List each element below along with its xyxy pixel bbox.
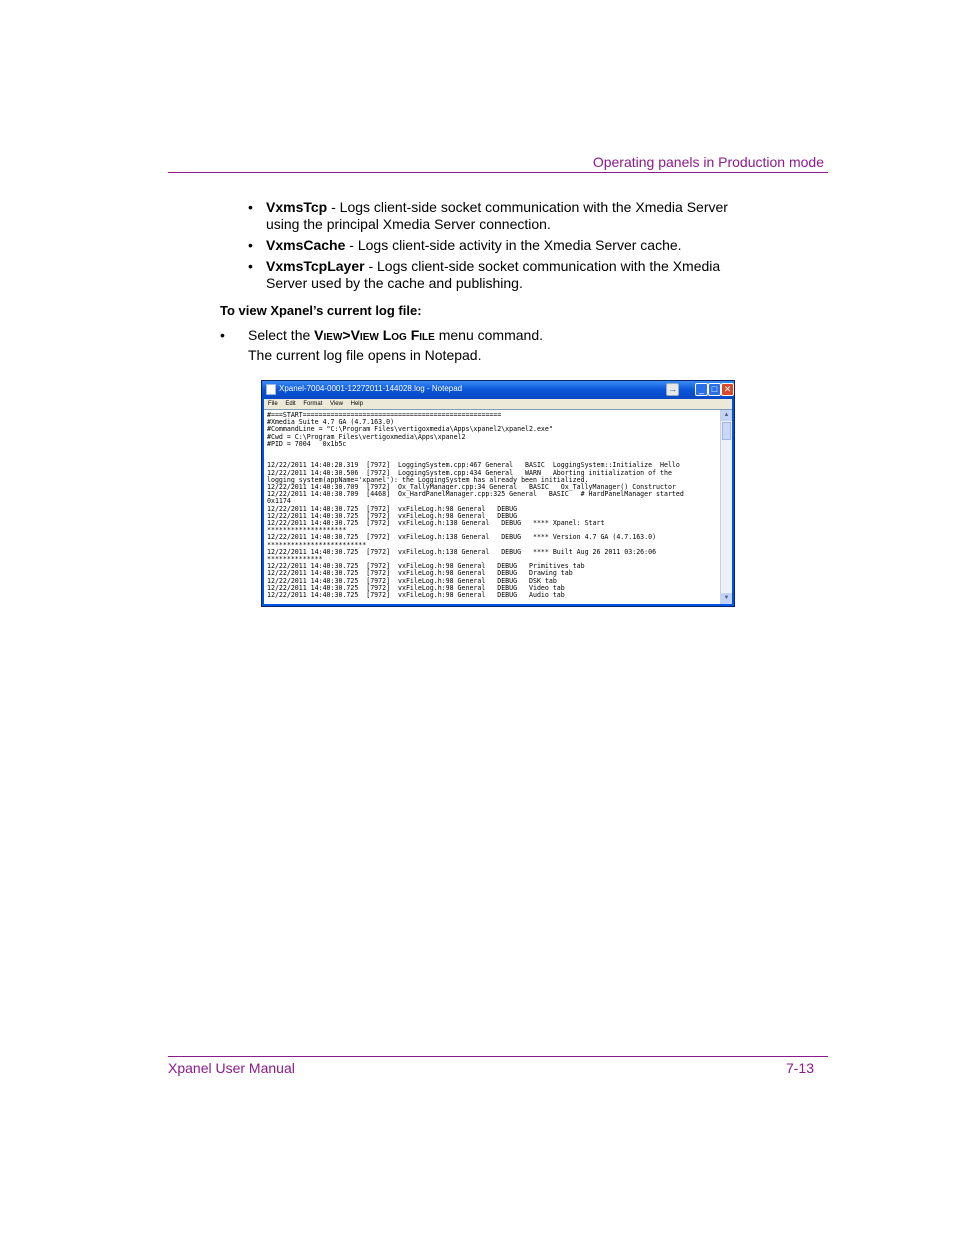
bullet-dot: • bbox=[248, 258, 253, 274]
scroll-down-icon[interactable]: ▼ bbox=[721, 593, 732, 604]
cmd-cap: V bbox=[350, 327, 360, 343]
menu-item-file[interactable]: File bbox=[268, 401, 278, 407]
minimize-button[interactable]: _ bbox=[695, 383, 708, 396]
close-button[interactable]: ✕ bbox=[721, 383, 734, 396]
step-bullet: • bbox=[220, 327, 225, 343]
footer-rule bbox=[168, 1056, 828, 1057]
title-bar[interactable] bbox=[262, 381, 734, 399]
step-result: The current log file opens in Notepad. bbox=[248, 347, 482, 363]
bullet-desc-cont: using the principal Xmedia Server connection. bbox=[266, 216, 551, 232]
list-item bbox=[248, 237, 748, 254]
cmd-small: OG bbox=[391, 332, 407, 343]
menu-item-edit[interactable]: Edit bbox=[285, 401, 296, 407]
footer-manual-title: Xpanel User Manual bbox=[168, 1060, 295, 1076]
bullet-dot: • bbox=[248, 237, 253, 253]
cmd-cap: L bbox=[382, 327, 392, 343]
bullet-desc: - Logs client-side socket communication with the Xmedia bbox=[364, 258, 721, 274]
scroll-up-icon[interactable]: ▲ bbox=[721, 410, 732, 421]
bullet-desc: - Logs client-side activity in the Xmedia Server cache. bbox=[345, 237, 682, 253]
step-text bbox=[248, 327, 543, 343]
step-prefix: Select the bbox=[248, 327, 315, 343]
cmd-small: IEW bbox=[323, 332, 343, 343]
bullet-term: VxmsCache bbox=[266, 237, 346, 253]
menu-command bbox=[314, 327, 435, 343]
menu-bar bbox=[264, 399, 732, 409]
log-content[interactable]: #===START================================================== #Xmedia Suite 4.7 GA (4.7.163.0) #CommandLine = "C:\Program Files\vertigoxmedia\Apps\xpanel2\xpanel2.exe" #Cwd = C:\Program Files\vertigoxmedia\Apps\xpanel2 #PID = 7004 0x1b5c 12/22/2011 14:40:28.319 [7972] LoggingSystem.cpp:467 General BASIC LoggingSystem::Initialize Hello 12/22/2011 14:40:30.506 [7972] LoggingSystem.cpp:434 General WARN Aborting initialization of the logging system(appName='xpanel'): the LoggingSystem has already been initialized. 12/22/2011 14:40:30.709 [7972] Ox_TallyManager.cpp:34 General BASIC Ox_TallyManager() Constructor 12/22/2011 14:40:30.709 [4468] Ox_HardPanelManager.cpp:325 General BASIC # HardPanelManager started 0x1174 12/22/2011 14:40:30.725 [7972] vxFileLog.h:98 General DEBUG 12/22/2011 14:40:30.725 [7972] vxFileLog.h:98 General DEBUG 12/22/2011 14:40:30.725 [7972] vxFileLog.h:138 General DEBUG **** Xpanel: Start ******************** 12/22/2011 14:40:30.725 [7972] vxFileLog.h:138 General DEBUG **** Version 4.7 GA (4.7.163.0) ************************* 12/22/2011 14:40:30.725 [7972] vxFileLog.h:138 General DEBUG **** Built Aug 26 2011 03:26:06 ************** 12/22/2011 14:40:30.725 [7972] vxFileLog.h:98 General DEBUG Primitives tab 12/22/2011 14:40:30.725 [7972] vxFileLog.h:98 General DEBUG Drawing tab 12/22/2011 14:40:30.725 [7972] vxFileLog.h:98 General DEBUG DSK tab 12/22/2011 14:40:30.725 [7972] vxFileLog.h:98 General DEBUG Video tab 12/22/2011 14:40:30.725 [7972] vxFileLog.h:98 General DEBUG Audio tab bbox=[267, 412, 684, 600]
cmd-small: IEW bbox=[359, 332, 379, 343]
procedure-title: To view Xpanel’s current log file: bbox=[220, 303, 422, 318]
bullet-desc-cont: Server used by the cache and publishing. bbox=[266, 275, 523, 291]
arrow-right-icon[interactable]: → bbox=[668, 384, 677, 394]
list-item bbox=[248, 199, 748, 233]
bullet-dot: • bbox=[248, 199, 253, 215]
scroll-thumb[interactable] bbox=[722, 422, 731, 440]
bullet-desc: - Logs client-side socket communication with the Xmedia Server bbox=[327, 199, 728, 215]
menu-item-format[interactable]: Format bbox=[303, 401, 323, 407]
cmd-cap: F bbox=[410, 327, 420, 343]
bullet-term: VxmsTcpLayer bbox=[266, 258, 365, 274]
maximize-button[interactable]: □ bbox=[708, 383, 721, 396]
menu-item-view[interactable]: View bbox=[330, 401, 343, 407]
bullet-term: VxmsTcp bbox=[266, 199, 328, 215]
vertical-scrollbar[interactable] bbox=[720, 410, 732, 604]
step-suffix: menu command. bbox=[434, 327, 544, 343]
footer-page-number: 7-13 bbox=[785, 1060, 814, 1076]
cmd-small: ILE bbox=[419, 332, 435, 343]
text-editor[interactable] bbox=[264, 409, 732, 604]
window-title: Xpanel-7004-0001-12272011-144028.log - Notepad bbox=[279, 384, 463, 393]
bullet-list bbox=[248, 199, 748, 296]
notepad-window bbox=[261, 380, 735, 607]
header-rule bbox=[168, 172, 828, 173]
cmd-cap: V bbox=[314, 327, 324, 343]
header-section-title: Operating panels in Production mode bbox=[592, 154, 824, 170]
notepad-icon bbox=[266, 384, 276, 395]
cmd-sep: > bbox=[342, 327, 351, 343]
list-item bbox=[248, 258, 748, 292]
menu-item-help[interactable]: Help bbox=[350, 401, 363, 407]
